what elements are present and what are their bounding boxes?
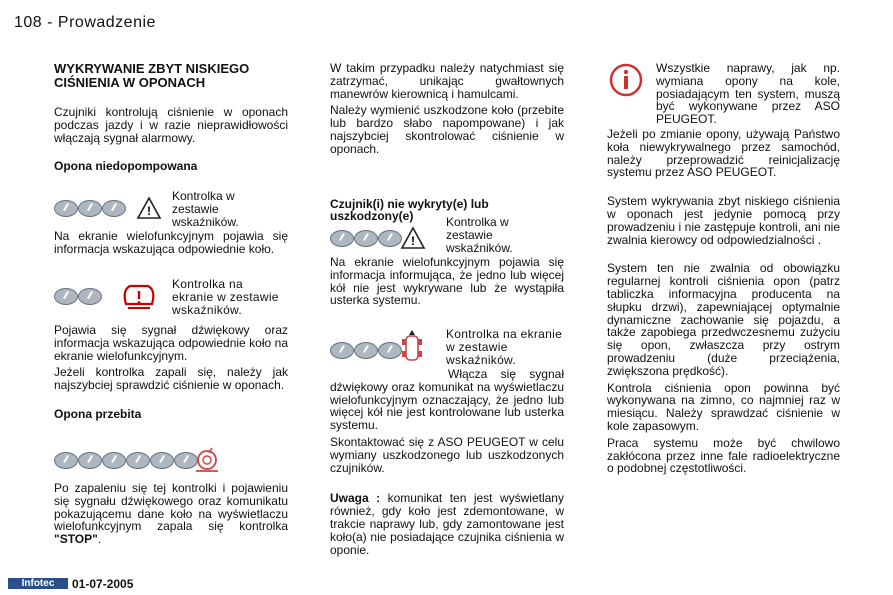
text-stop-immediately: W takim przypadku należy natychmiast się zatrzymać, unikając gwałtownych manewrów kierownicą i hamulcami.	[330, 61, 564, 101]
svg-text:!: !	[411, 234, 415, 248]
label-warning-lamp: Kontrolka w zestawie wskaźników.	[172, 189, 239, 229]
text-multifunction-display: Na ekranie wielofunkcyjnym pojawia się informacja wskazująca odpowiednie koło.	[54, 229, 288, 256]
instrument-cluster-icon	[330, 342, 440, 366]
subheading-sensor-fault: Czujnik(i) nie wykryty(e) lub uszkodzony(e)	[330, 196, 489, 224]
subheading-underinflated: Opona niedopompowana	[54, 159, 198, 174]
text-sound-signal: Pojawia się sygnał dźwiękowy oraz informacja wskazująca odpowiednie koło na ekranie wielofunkcyjnym.	[54, 323, 288, 363]
column-1	[54, 62, 288, 173]
text-reinitialization: Jeżeli po zmianie opony, używają Państwo koła niewykrywalnego przez samochód, należy przeprowadzić reinicjalizację systemu przez ASO PEUGEOT.	[607, 127, 840, 180]
text-contact-aso: Skontaktować się z ASO PEUGEOT w celu wymiany uszkodzonego lub uszkodzonych czujników.	[330, 434, 564, 475]
footer-date: 01-07-2005	[72, 577, 134, 591]
warning-triangle-icon	[136, 196, 162, 220]
column-2	[330, 62, 564, 223]
text-system-assist: System wykrywania zbyt niskiego ciśnienia w oponach jest jedynie pomocą przy prowadzeniu i nie zastępuje kontroli, ani nie zwalnia kierowcy od odpowiedzialności .	[607, 194, 840, 247]
text-sensor-not-detected: Na ekranie wielofunkcyjnym pojawia się informacja informująca, że jedno lub więcej kół nie jest wykrywane lub że wystąpiła usterka systemu.	[330, 255, 564, 308]
text-stop-lamp: Po zapaleniu się tej kontrolki i pojawieniu się sygnału dźwiękowego oraz komunikatu pokazującemu dane koło na wyświetlaczu wielofunkcyjnym zapala się kontrolka "STOP".	[54, 481, 288, 547]
text-note: Uwaga : komunikat ten jest wyświetlany również, gdy koło jest zdemontowane, w trakcie naprawy lub, gdy zamontowane jest koło(a) nie posiadające czujnika ciśnienia w oponie.	[330, 491, 564, 557]
text-radio-interference: Praca systemu może być chwilowo zakłócona przez inne fale radioelektryczne o podobnej częstotliwości.	[607, 435, 840, 476]
instrument-cluster-icon	[54, 288, 164, 312]
label-display-lamp: Kontrolka na ekranie w zestawie wskaźników.	[172, 277, 279, 317]
text-sensor-signal: Włącza się sygnał dźwiękowy oraz komunikat na wyświetlaczu wielofunkcyjnym oznaczający, że jedno lub więcej kół nie jest kontrolowane lub usterka systemu.	[330, 367, 564, 433]
label-display-lamp: Kontrolka na ekranie w zestawie wskaźników.	[446, 327, 563, 367]
section-title: WYKRYWANIE ZBYT NISKIEGO CIŚNIENIA W OPONACH	[54, 61, 250, 90]
tyre-pressure-warning-icon	[120, 282, 158, 312]
instrument-cluster-icon	[54, 200, 164, 224]
warning-triangle-icon	[400, 226, 426, 250]
puncture-warning-icon	[192, 444, 222, 474]
text-regular-check: System ten nie zwalnia od obowiązku regularnej kontroli ciśnienia opon (patrz tabliczka informacyjna producenta na słupku drzwi), zapewniającej optymalnie dynamiczne zachowanie się pojazdu, a także zapobiega przedwczesnemu zużyciu się opon, zwłaszcza przy ostrym prowadzeniu (duże przeciążenia, zwiększona prędkość).	[607, 261, 840, 378]
column-3	[607, 128, 840, 475]
text-cold-check: Kontrola ciśnienia opon powinna być wykonywana na zimno, co najmniej raz w miesiącu. Należy sprawdzać ciśnienie w kole zapasowym.	[607, 380, 840, 433]
car-sensor-warning-icon	[398, 330, 426, 366]
intro-text: Czujniki kontrolują ciśnienie w oponach podczas jazdy i w razie nieprawidłowości włączają sygnał alarmowy.	[54, 105, 288, 145]
label-warning-lamp: Kontrolka w zestawie wskaźników.	[446, 215, 513, 255]
subheading-punctured: Opona przebita	[54, 406, 142, 421]
info-icon	[608, 62, 644, 98]
page-title: 108 - Prowadzenie	[14, 14, 156, 31]
text-repairs-aso: Wszystkie naprawy, jak np. wymiana opony na kole, posiadającym ten system, muszą być wykonywane przez ASO PEUGEOT.	[656, 61, 840, 127]
text-check-pressure: Jeżeli kontrolka zapali się, należy jak najszybciej sprawdzić ciśnienie w oponach.	[54, 365, 288, 393]
infotec-logo: Infotec	[8, 578, 68, 589]
instrument-cluster-icon	[54, 452, 224, 476]
instrument-cluster-icon	[330, 230, 440, 254]
text-replace-wheel: Należy wymienić uszkodzone koło (przebite lub bardzo słabo napompowane) i jak najszybciej skontrolować ciśnienie w oponach.	[330, 103, 564, 156]
svg-text:!: !	[147, 204, 151, 218]
